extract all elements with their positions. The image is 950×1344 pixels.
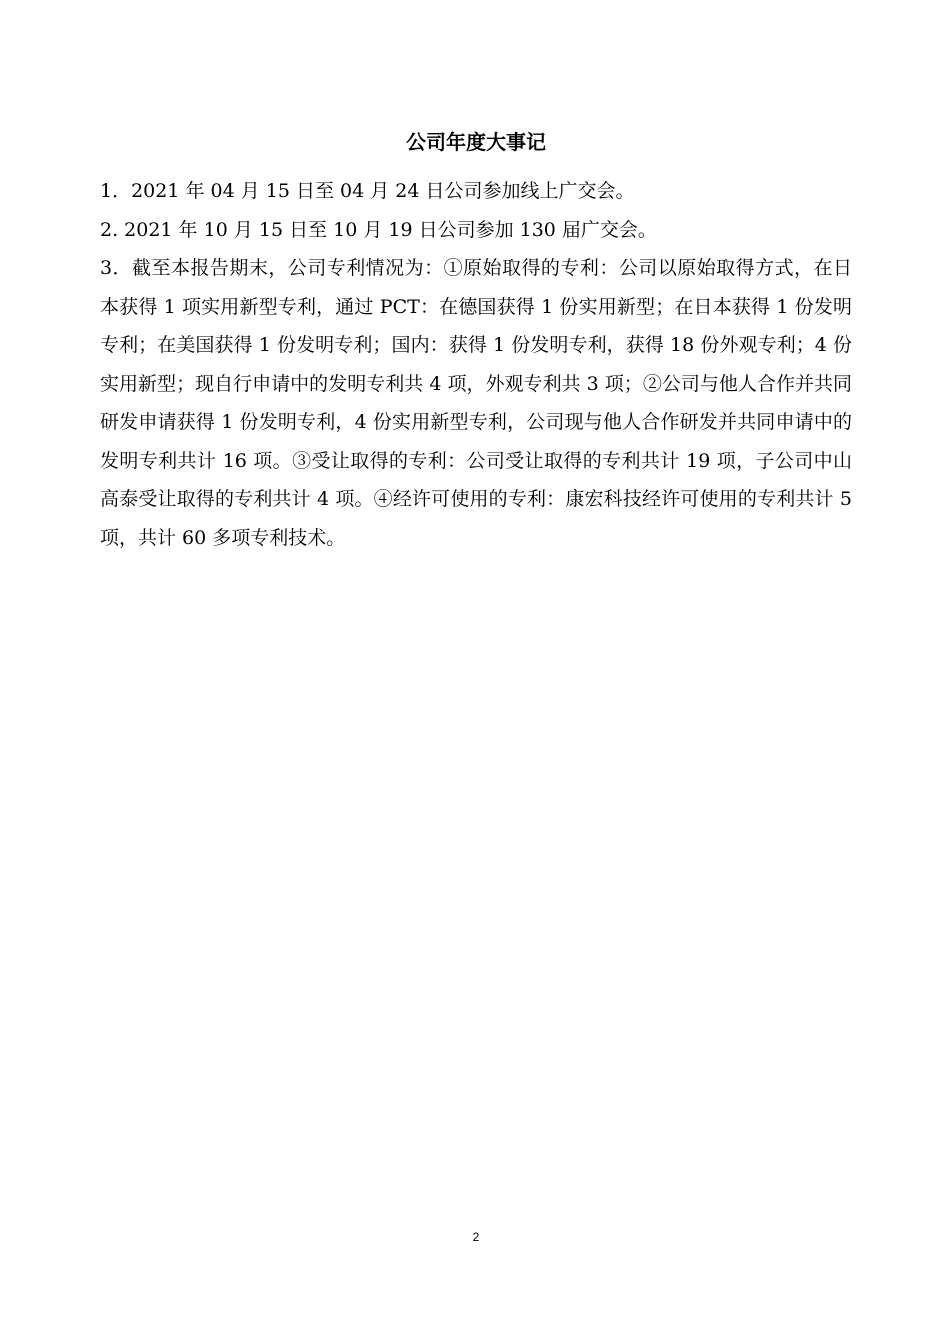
paragraph-item-2: 2. 2021 年 10 月 15 日至 10 月 19 日公司参加 130 届广交会。 bbox=[100, 218, 657, 241]
document-page bbox=[100, 0, 852, 1344]
document-body bbox=[100, 172, 852, 557]
paragraph-item-1: 1．2021 年 04 月 15 日至 04 月 24 日公司参加线上广交会。 bbox=[100, 180, 635, 202]
paragraph-item-3: 3．截至本报告期末，公司专利情况为：①原始取得的专利：公司以原始取得方式，在日本获得 1 项实用新型专利，通过 PCT：在德国获得 1 份实用新型；在日本获得 1 份发明专利；在美国获得 1 份发明专利；国内：获得 1 份发明专利，获得 18 份外观专利；4 份实用新型；现自行申请中的发明专利共 4 项，外观专利共 3 项；②公司与他人合作并共同研发申请获得 1 份发明专利，4 份实用新型专利，公司现与他人合作研发并共同申请中的发明专利共计 16 项。③受让取得的专利：公司受让取得的专利共计 19 项，子公司中山高泰受让取得的专利共计 4 项。④经许可使用的专利：康宏科技经许可使用的专利共计 5 项，共计 60 多项专利技术。 bbox=[100, 257, 852, 549]
page-number: 2 bbox=[472, 1230, 480, 1244]
document-title: 公司年度大事记 bbox=[406, 130, 546, 154]
